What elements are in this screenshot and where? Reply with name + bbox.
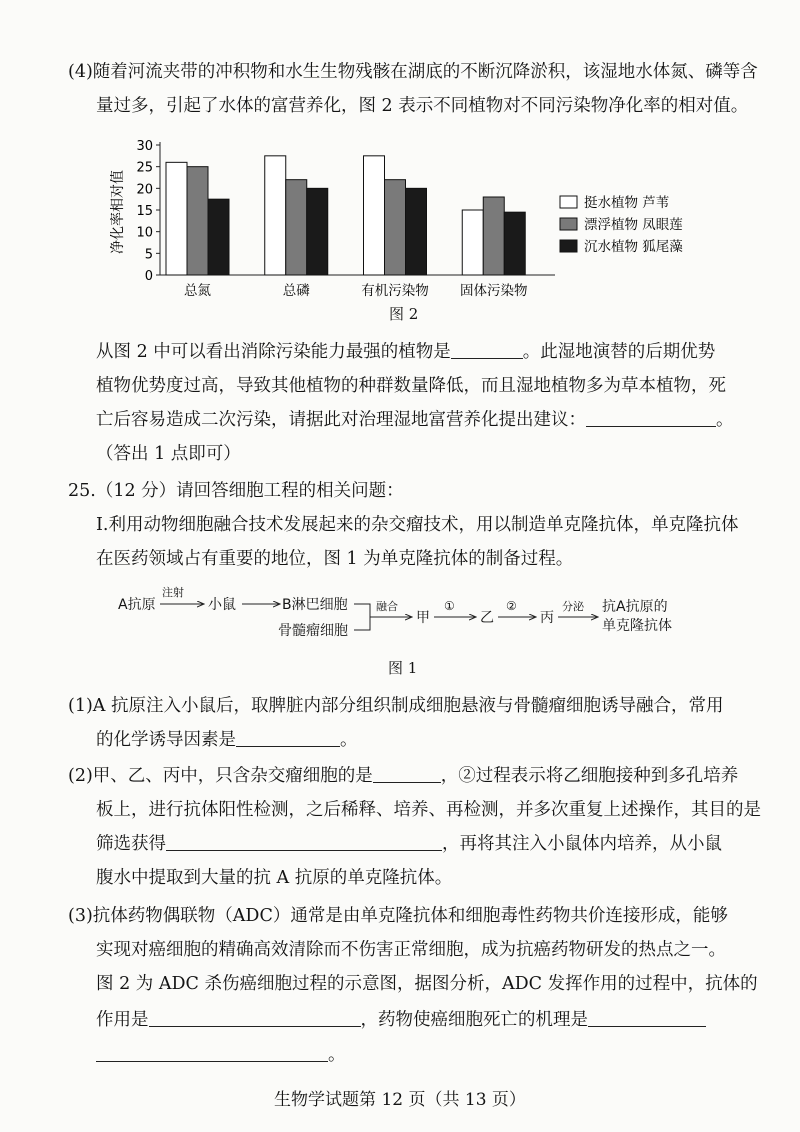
q24-followup-text3: 亡后容易造成二次污染，请据此对治理湿地富营养化提出建议：	[96, 410, 586, 430]
sub1-line1: (1)A 抗原注入小鼠后，取脾脏内部分组织制成细胞悬液与骨髓瘤细胞诱导融合，常用	[68, 696, 724, 716]
answer-blank-chemical-inducer[interactable]	[236, 729, 340, 748]
figure1-caption: 图 1	[388, 659, 418, 677]
bar	[504, 212, 525, 275]
sub3-line2: 实现对癌细胞的精确高效清除而不伤害正常细胞，成为抗癌药物研发的热点之一。	[96, 940, 726, 960]
flow-mouse: 小鼠	[208, 597, 236, 613]
sub3-text5-end: 。	[328, 1045, 346, 1065]
answer-blank-antibody-role[interactable]	[149, 1009, 361, 1028]
flow-jia: 甲	[416, 610, 430, 626]
bar	[307, 188, 328, 275]
q24-part4-line1: (4)随着河流夹带的冲积物和水生生物残骸在湖底的不断沉降淤积，该湿地水体氮、磷等含	[68, 62, 758, 82]
q24-followup-text3-end: 。	[716, 410, 734, 430]
flow-product-line2: 单克隆抗体	[602, 618, 672, 634]
sub3-line5	[96, 1041, 346, 1066]
q24-followup-line4: （答出 1 点即可）	[96, 444, 241, 464]
legend-swatch	[560, 196, 577, 208]
bar	[385, 180, 406, 275]
answer-blank-drug-mechanism[interactable]	[588, 1009, 706, 1028]
sub1-line2	[96, 726, 358, 751]
flow-step2: ②	[506, 599, 517, 613]
figure1-flow-diagram	[100, 583, 700, 643]
q24-followup-text1: 从图 2 中可以看出消除污染能力最强的植物是	[96, 342, 451, 362]
bar	[265, 156, 286, 275]
bar	[208, 199, 229, 275]
answer-blank-screening-goal[interactable]	[166, 833, 442, 852]
figure2-caption: 图 2	[389, 305, 419, 323]
sub3-line1: (3)抗体药物偶联物（ADC）通常是由单克隆抗体和细胞毒性药物共价连接形成，能够	[68, 906, 728, 926]
x-category-label: 有机污染物	[361, 283, 429, 299]
q25-header: 25.（12 分）请回答细胞工程的相关问题：	[68, 481, 404, 501]
sub2-text3: 筛选获得	[96, 834, 166, 854]
y-tick-label: 25	[136, 160, 153, 176]
answer-blank-hybridoma-only[interactable]	[373, 765, 441, 784]
y-tick-label: 0	[144, 269, 153, 284]
flow-secrete-label: 分泌	[562, 600, 584, 613]
sub2-text1: (2)甲、乙、丙中，只含杂交瘤细胞的是	[68, 766, 373, 786]
y-tick-label: 5	[144, 247, 153, 263]
y-tick-label: 20	[136, 182, 153, 198]
sub3-line4	[96, 1006, 706, 1031]
bar	[406, 188, 427, 275]
q24-followup-line3	[96, 406, 734, 431]
sub2-line2: 板上，进行抗体阳性检测，之后稀释、培养、再检测，并多次重复上述操作，其目的是	[96, 800, 761, 820]
sub2-line3	[96, 830, 722, 855]
bar	[483, 197, 504, 275]
sub3-text4: 作用是	[96, 1010, 149, 1030]
q24-followup-line2: 植物优势度过高，导致其他植物的种群数量降低，而且湿地植物多为草本植物，死	[96, 376, 726, 396]
q24-followup-text1-end: 。此湿地演替的后期优势	[522, 342, 716, 362]
flow-step1: ①	[444, 599, 455, 613]
flow-b-cell: B淋巴细胞	[282, 597, 348, 613]
q25-part1-line2: 在医药领域占有重要的地位，图 1 为单克隆抗体的制备过程。	[96, 549, 574, 569]
flow-inject-label: 注射	[162, 586, 184, 599]
sub2-text1-end: ，②过程表示将乙细胞接种到多孔培养	[440, 766, 739, 786]
y-axis-label: 净化率相对值	[110, 170, 126, 254]
flow-bracket	[354, 604, 370, 630]
x-category-label: 总磷	[282, 283, 310, 299]
flow-bing: 丙	[540, 610, 554, 626]
y-tick-label: 30	[136, 139, 153, 154]
answer-blank-drug-mechanism-continued[interactable]	[96, 1044, 328, 1063]
bar	[286, 180, 307, 275]
y-tick-label: 15	[136, 204, 153, 219]
bar	[187, 167, 208, 275]
answer-blank-strongest-plant[interactable]	[451, 341, 523, 360]
sub2-line1	[68, 762, 738, 787]
sub2-line4: 腹水中提取到大量的抗 A 抗原的单克隆抗体。	[96, 868, 453, 888]
flow-product-line1: 抗A抗原的	[602, 599, 668, 615]
answer-blank-suggestion[interactable]	[586, 409, 716, 428]
sub2-text3-end: ，再将其注入小鼠体内培养，从小鼠	[442, 834, 722, 854]
y-tick-label: 10	[136, 225, 153, 241]
x-category-label: 固体污染物	[460, 283, 528, 299]
legend-swatch	[560, 218, 577, 230]
page-footer: 生物学试题第 12 页（共 13 页）	[274, 1090, 526, 1110]
sub1-text2-end: 。	[340, 730, 358, 750]
sub3-line3: 图 2 为 ADC 杀伤癌细胞过程的示意图，据图分析，ADC 发挥作用的过程中，抗体的	[96, 974, 758, 994]
x-category-label: 总氮	[184, 283, 211, 299]
bar	[364, 156, 385, 275]
sub3-text4-mid: ，药物使癌细胞死亡的机理是	[360, 1010, 588, 1030]
flow-yi: 乙	[480, 610, 494, 626]
legend-label: 挺水植物 芦苇	[584, 195, 670, 211]
legend-swatch	[560, 240, 577, 252]
q24-followup-line1	[96, 338, 715, 363]
flow-myeloma: 骨髓瘤细胞	[278, 623, 348, 639]
q25-part1-line1: Ⅰ.利用动物细胞融合技术发展起来的杂交瘤技术，用以制造单克隆抗体，单克隆抗体	[96, 515, 739, 535]
flow-antigen: A抗原	[118, 597, 156, 613]
q24-part4-line2: 量过多，引起了水体的富营养化，图 2 表示不同植物对不同污染物净化率的相对值。	[96, 96, 749, 116]
bar	[462, 210, 483, 275]
flow-fuse-label: 融合	[376, 600, 398, 613]
legend-label: 漂浮植物 凤眼莲	[584, 217, 683, 233]
bar	[166, 162, 187, 275]
figure2-bar-chart	[110, 130, 710, 305]
legend-label: 沉水植物 狐尾藻	[584, 239, 683, 255]
sub1-text2: 的化学诱导因素是	[96, 730, 236, 750]
